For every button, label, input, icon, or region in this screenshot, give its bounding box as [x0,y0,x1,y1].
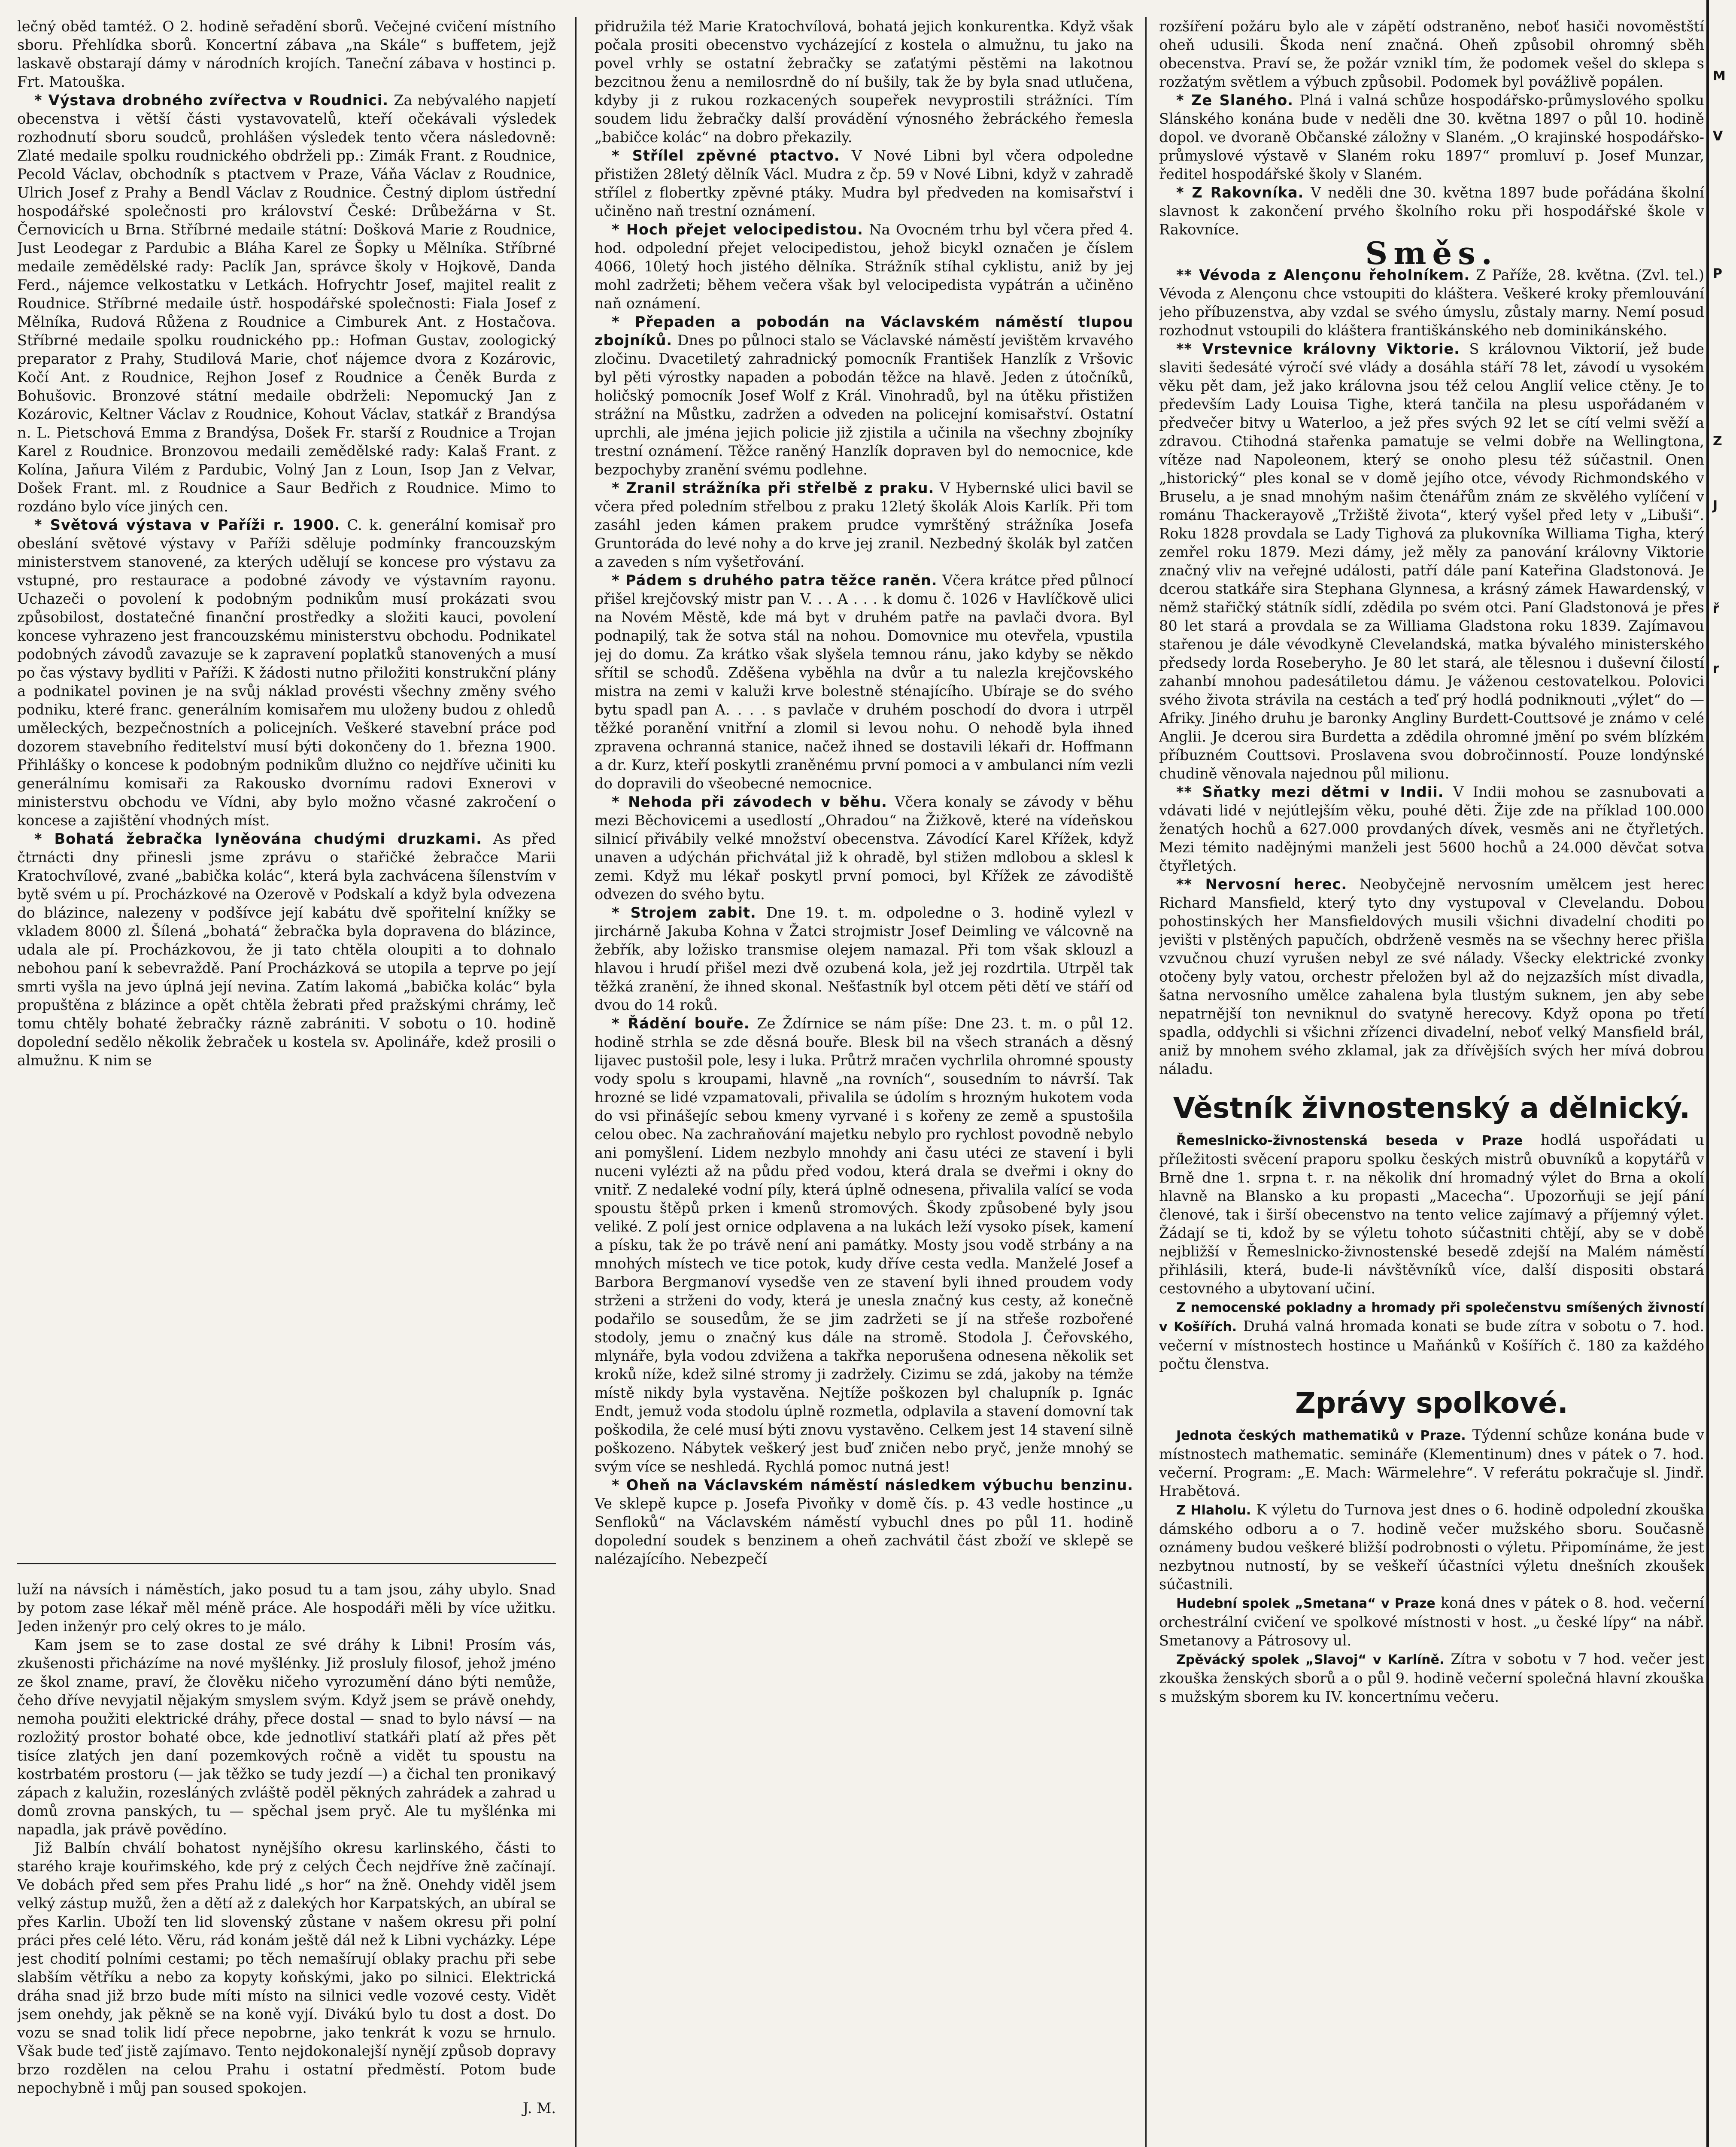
column-divider-1 [575,17,577,2147]
margin-letter: ř [1713,601,1719,616]
article-text: lečný oběd tamtéž. O 2. hodině seřadění sborů. Večejné cvičení místního sboru. Přehlídka sborů. Koncertní zábava „na Skále“ s buffetem, jejž laskavě obstarají dámy v národních krojích. Taneční zábava v hostinci p. Frt. Matouška. [17,18,556,90]
article-heading: * Výstava drobného zvířectva v Roudnici. [34,92,389,109]
article-text: Neobyčejně nervosním umělcem jest herec Richard Mansfield, který tyto dny vystupoval v Clevelandu. Dobou pohostinských her Mansfieldových musili všichni divadelní choditi po jevišti v plstěných papučích, obdrženě vesměs na se všechny herec přišla vzvučnou chuzí vyrušen nebyl ze své nálady. Všecky elektrické zvonky otočeny byly vatou, orchestr přeložen byl až do nejzazších míst divadla, šatna nervosního umělce zahalena byla tlustým suknem, jen aby sebe nepatrnější ton nevniknul do svatyně herecovy. Když opona po třetí spadla, oddychli si všichni zřízenci divadelní, neboť velký Mansfield brál, aniž by mnohem svého zklamal, jak za dřívějších svých her mívá dobrou náladu. [1159,876,1704,1077]
article-heading: ** Vrstevnice královny Viktorie. [1176,341,1460,357]
article-text: Týdenní schůze konána bude v místnostech mathematic. semináře (Klementinum) dnes v pátek o 7. hod. večerní. Program: „E. Mach: Wärmelehre“. V referátu pokračuje sl. Jindř. Hrabětová. [1159,1426,1704,1499]
article-text: Již Balbín chválí bohatost nynějšího okresu karlinského, části to starého kraje kouřimského, kde prý z celých Čech nejdříve žně začínají. Ve dobách před sem přes Prahu lidé „s hor“ na žně. Onehdy viděl jsem velký zástup mužů, žen a dětí až z dalekých hor Karpatských, an ubíral se přes Karlin. Uboží ten lid slovenský zůstane v našem okresu při polní práci přes celé léto. Věru, rád konám ještě dál než k Libni vycházky. Lépe jest chodití polními cestami; po těch nemašírují oblaky prachu při sebe slabším větříku a nebo za kopyty koňskými, jako po silnici. Elektrická dráha snad již brzo bude míti místo na silnici vedle vozové cesty. Vidět jsem onehdy, jak pěkně se na koně vyjí. Divákú bylo tu dost a dost. Do vozu se snad tolik lidí přece nepobrne, jako tenkrát k vozu se hrnulo. Však bude teď jistě zajímavo. Tento nejdokonalejší nynějí způsob dopravy brzo rozdělen na celou Prahu i ostatní předměstí. Potom bude nepochybně i můj pan soused spokojen. [17,1840,556,2096]
article-paragraph [17,91,556,516]
margin-letter: P [1713,266,1722,281]
article-paragraph [17,1580,556,1636]
article-text: Včera krátce před půlnocí přišel krejčovský mistr pan V. . . A . . . k domu č. 1026 v Havlíčkově ulici na Novém Městě, kde má byt v druhém patře na pavlači dvora. Byl podnapilý, tak že sotva stál na nohou. Domovnice mu otevřela, vpustila jej do domu. Za krátko však slyšela temnou ránu, jako kdyby se někdo sřítil se schodů. Zděšena vyběhla na dvůr a tu nalezla krejčovského mistra na zemi v kaluži krve bolestně sténajícího. Ubíraje se do svého bytu spadl pan A. . . . s pavlače v druhém poschodí do dvora i utrpěl těžké poranění vnitřní a zlomil si levou nohu. O nehodě byla ihned zpravena ochranná stanice, načež ihned se dostavili lékaři dr. Hoffmann a dr. Kurz, kteří poskytli zraněnému první pomoci a v ambulanci ním vezli do dopravili do všeobecné nemocnice. [595,572,1133,792]
article-paragraph [17,1839,556,2097]
article-text: luží na návsích i náměstích, jako posud tu a tam jsou, záhy ubylo. Snad by potom zase lékař měl méně práce. Ale hospodáři měli by více užitku. Jeden inženýr pro celý okres to je málo. [17,1581,556,1635]
article-paragraph [1159,340,1704,783]
article-heading: * Z Rakovníka. [1176,184,1304,201]
article-heading: * Ze Slaného. [1176,92,1293,109]
article-paragraph [1159,17,1704,91]
article-heading: * Hoch přejet velocipedistou. [612,221,863,238]
article-paragraph [595,313,1133,479]
article-paragraph [17,516,556,830]
article-paragraph [595,479,1133,571]
article-paragraph [1159,783,1704,875]
article-paragraph [595,1476,1133,1568]
article-heading: * Zranil strážníka při střelbě z praku. [612,480,935,496]
article-text: Dne 19. t. m. odpoledne o 3. hodině vylezl v jirchárně Jakuba Kohna v Žatci strojmistr Josef Deimling ve válcovně na žebřík, aby ložisko transmise olejem namazal. Při tom však sklouzl a hlavou i hrudí přišel mezi dvě ozubená kola, jež jej rozdrtila. Utrpěl tak těžká zranění, že ihned skonal. Nešťastník byl otcem pěti dětí ve stáří od dvou do 14 roků. [595,904,1133,1013]
article-heading: ** Vévoda z Alençonu řeholníkem. [1176,267,1470,283]
article-paragraph [1159,266,1704,340]
article-heading: * Pádem s druhého patra těžce raněn. [612,572,938,589]
notice-heading: Z Hlaholu. [1176,1503,1251,1518]
article-paragraph [595,146,1133,220]
article-paragraph [595,220,1133,313]
article-text: Ze Ždírnice se nám píše: Dne 23. t. m. o půl 12. hodině strhla se zde děsná bouře. Blesk bil na všech stranách a děsný lijavec pustošil pole, lesy i luka. Průtrž mračen vychrlila ohromné spousty vody spolu s kroupami, hlavně „na rovních“, sousedním to návrší. Tak hrozné se lidé vzpamatovali, přivalila se údolím s hrozným hukotem voda do vsi přinášejíc sebou kmeny vyrvané i s kořeny ze země a spustošila celou obec. Na zachraňování majetku nebylo pro rychlost povodně nebylo ani pomyšlení. Lidem nezbylo mnohdy ani času utéci ze stavení i byli nuceni vylézti až na půdu před vodou, která drala se dveřmi i okny do vnitř. Z nedaleké vodní píly, která úplně odnesena, přivalila valící se voda spoustu štěpů prken i kmenů stromových. Škody způsobené byly jsou veliké. Z polí jest ornice odplavena a na lukách leží vysoko písek, kamení a písku, tak že po trávě není ani památky. Mosty jsou vodě strbány a na mnohých místech ve tice potok, kudy dříve cesta vedla. Manželé Josef a Barbora Bergmanoví vysedše ven ze stavení byli ihned proudem vody strženi a strženi do vody, která je unesla značný kus cesty, až konečně podařilo se sousedům, že se jim zadržeti se jí na střeše rozbořené stodoly, jemu o značný kus dále na stromě. Stodola J. Čeřovského, mlynáře, byla vodou zdvižena a takřka neporušena odnesena několik set kroků níže, kdež silné stromy ji zadržely. Cizimu se zdá, jakoby na témže místě nikdy byla vystavěna. Nejtíže poškozen byl chalupník p. Ignác Endt, jemuž voda stodolu úplně rozmetla, odplavila a stavení domovní tak poškodila, že celé musí býti znovu vystavěno. Celkem jest 14 stavení silně poškozeno. Nábytek veškerý jest buď zničen nebo pryč, jenže mnohý se svým více se neshledá. Rychlá pomoc nutná jest! [595,1015,1133,1475]
article-text: V neděli dne 30. května 1897 bude pořádána školní slavnost k zakončení prvého školního roku při hospodářské škole v Rakovníce. [1159,184,1704,238]
article-heading: * Strojem zabit. [612,904,756,921]
article-heading: ** Sňatky mezi dětmi v Indii. [1176,784,1444,800]
article-text: Plná i valná schůze hospodářsko-průmyslového spolku Slánského konána bude v neděli dne 30. května 1897 o půl 10. hodině dopol. ve dvoraně Občanské záložny v Slaném. „O krajinské hospodářsko-průmyslové výstavě v Slaném roku 1897“ promluví p. Josef Munzar, ředitel hospodářské školy v Slaném. [1159,92,1704,182]
article-paragraph [595,17,1133,146]
page-edge [1706,0,1709,2147]
margin-letter: J [1713,498,1718,513]
article-text: K výletu do Turnova jest dnes o 6. hodině odpolední zkouška dámského odboru a o 7. hodině večer mužského sboru. Současně oznámeny budou veškeré bližší podrobnosti o výletu. Připomínáme, že jest nezbytnou nutností, by se veškeří účastníci výletu dnešních zkoušek súčastnili. [1159,1501,1704,1593]
notice-heading: Z nemocenské pokladny a hromady při společenstvu smíšených živností v Košířích. [1159,1300,1704,1335]
column-1-feuilleton [17,1580,556,2147]
column-1-separator [17,1563,556,1564]
article-text: Na Ovocném trhu byl včera před 4. hod. odpolední přejet velocipedistou, jehož bicykl označen je číslem 4066, 10letý hoch jistého dělníka. Strážník stíhal cyklistu, aniž by jej mohl zadržeti; během večera však byl velocipedista vypátrán a učiněno naň oznámení. [595,221,1133,312]
article-paragraph [1159,1426,1704,1500]
article-heading: * Střílel zpěvné ptactvo. [612,147,840,164]
article-text: S královnou Viktorií, jež bude slaviti šedesáté výročí své vlády a dosáhla stáří 78 let, závodí u vysokém věku pět dam, jež jako královna jsou též celou Anglií velice ctěny. Je to především Lady Louisa Tighe, která tančila na plesu uspořádaném v předvečer bitvy u Waterloo, a jež přes svých 92 let se cítí velmi svěží a zdravou. Ctihodná stařenka pamatuje se velmi dobře na Wellingtona, vítěze nad Napoleonem, který se onoho plesu též súčastnil. Onen „historický“ ples konal se v domě jejího otce, vévody Richmondského v Bruselu, a je snad mnohým našim čtenářům znám ze skvělého vylíčení v románu Thackerayově „Tržiště života“, který vyšel před lety v „Libuši“. Roku 1828 provdala se Lady Tighová za plukovníka Williama Tigha, který zemřel roku 1879. Mezi dámy, jež měly za panování královny Viktorie značný vliv na veřejné události, patří dále paní Kateřina Gladstonová. Je dcerou statkáře sira Stephana Glynnesa, a krásný zámek Hawardenský, v němž stařičký státník sídlí, zdědila po svém otci. Paní Gladstonová je přes 80 let stará a provdala se za Williama Gladstona roku 1839. Zajímavou stařenou je dále vévodkyně Clevelandská, matka bývalého ministerského předsedy lorda Roseberyho. Je 80 let stará, ale tělesnou i duševní čilostí zahanbí mnohou padesátiletou dámu. Je váženou cestovatelkou. Polovici svého života strávila na cestách a teď prý hodlá podniknouti „výlet“ do — Afriky. Jiného druhu je baronky Angliny Burdett-Couttsové je známo v celé Anglii. Je dcerou sira Burdetta a zdědila ohromné jmění po svém blízkém příbuzném Couttsovi. Proslavena svou dobročinností. Pouze londýnské chudině věnovala najednou půl milionu. [1159,341,1704,782]
article-text: V Indii mohou se zasnubovati a vdávati lidé v nejútlejším věku, pouhé děti. Žije zde na příklad 100.000 ženatých hochů a 627.000 provdaných dívek, vesměs ani ne čtyřletých. Mezi témito nadějnými manželi jest 5600 hochů a 24.000 děvčat sotva čtyřletých. [1159,784,1704,874]
article-text: rozšíření požáru bylo ale v zápětí odstraněno, neboť hasiči novoměstští oheň udusili. Škoda není značná. Oheň způsobil ohromný sběh obecenstva. Praví se, že požár vznikl tím, že podomek vešel do sklepa s rozžatým světlem a výbuch způsobil. Podomek byl povážlivě popálen. [1159,18,1704,90]
article-text: koná dnes v pátek o 8. hod. večerní orchestrální cvičení ve spolkové místnosti v host. „u české lípy“ na nábř. Smetanovy a Pátrosovy ul. [1159,1594,1704,1649]
section-heading: Věstník živnostenský a dělnický. [1173,1092,1690,1125]
article-heading: ** Nervosní herec. [1176,876,1348,893]
notice-heading: Zpěvácký spolek „Slavoj“ v Karlíně. [1176,1652,1445,1667]
article-text: Zítra v sobotu v 7 hod. večer jest zkouška ženských sborů a o půl 9. hodině večerní společná hlavní zkouška s mužským sborem ku IV. koncertnímu večeru. [1159,1651,1704,1705]
notice-heading: Řemeslnicko-živnostenská beseda v Praze [1176,1133,1523,1148]
author-signature: J. M. [522,2100,556,2117]
article-paragraph [595,1014,1133,1476]
column-2 [595,17,1133,2147]
article-text: přidružila též Marie Kratochvílová, bohatá jejich konkurentka. Když však počala prositi obecenstvo vycházející z kostela o almužnu, tu jako na povel vrhly se ostatní žebračky se zaťatými pěstěmi na lakotnou bezcitnou ženu a nemilosrdně do ní bušily, tak že by byla snad utlučena, kdyby ji z rukou rozkacených soupeřek nevyprostili strážníci. Tím soudem lidu žebračky další provádění výnosného žebráckého řemesla „babičce kolác“ na dobro překazily. [595,18,1133,146]
article-paragraph [17,830,556,1070]
article-heading: * Přepaden a pobodán na Václavském náměstí tlupou zbojníků. [595,313,1133,349]
article-text: Druhá valná hromada konati se bude zítra v sobotu o 7. hod. večerní v místnostech hostince u Maňánků v Košířích č. 180 za každého počtu členstva. [1159,1318,1704,1372]
section-heading: Zprávy spolkové. [1295,1387,1569,1420]
article-text: Dnes po půlnoci stalo se Václavské náměstí jevištěm krvavého zločinu. Dvacetiletý zahradnický pomocník František Hanzlík z Vršovic byl pěti výrostky napaden a pobodán těžce na hlavě. Jeden z útočníků, holičský pomocník Josef Wolf z Král. Vinohradů, byl na útěku přistižen strážní na Můstku, zadržen a odveden na policejní komisařství. Ostatní uprchli, ale jména jejich policie již zjistila a učinila na všechny zbojníky trestní oznámení. Těžce raněný Hanzlík dopraven byl do nemocnice, kde bezpochyby zranění svému podlehne. [595,332,1133,478]
column-3 [1159,17,1704,2147]
notice-heading: Hudební spolek „Smetana“ v Praze [1176,1596,1436,1611]
newspaper-page [17,17,1719,2147]
article-paragraph [595,903,1133,1014]
article-paragraph [1159,1131,1704,1298]
article-paragraph [1159,1500,1704,1594]
article-text: V Hybernské ulici bavil se včera před poledním střelbou z praku 12letý školák Alois Karlík. Při tom zasáhl jeden kámen prakem prudce vymrštěný strážníka Josefa Gruntoráda do levé nohy a do krve jej zranil. Nezbedný školák byl zatčen a zaveden s ním vyšetřování. [595,480,1133,570]
article-paragraph [1159,1298,1704,1373]
article-paragraph [1159,1650,1704,1706]
article-heading: * Nehoda při závodech v běhu. [612,794,887,810]
article-paragraph [1159,1594,1704,1650]
article-text: V Nové Libni byl včera odpoledne přistižen 28letý dělník Václ. Mudra z čp. 59 v Nové Libni, když v zahradě střílel z flobertky zpěvné ptáky. Mudra byl předveden na komisařství i učiněno naň trestní oznámení. [595,147,1133,219]
article-text: hodlá uspořádati u příležitosti svěcení praporu spolku českých mistrů obuvníků a kopytářů v Brně dne 1. srpna t. r. na několik dní hromadný výlet do Brna a okolí hlavně na Blansko a ku propasti „Macecha“. Upozorňuji se její pání členové, tak i širší obecenstvo na tento velice zajímavý a příjemný výlet. Žádají se ti, kdož by se výletu tohoto súčastniti chtějí, aby se v době nejbližší v Řemeslnicko-živnostenské besedě zdejší na Malém náměstí přihlásili, která, bude-li návštěvníků více, další dispositi obstará cestovného a ubytovaní učiní. [1159,1131,1704,1297]
margin-letter: M [1713,69,1726,84]
article-heading: * Řádění bouře. [612,1015,750,1032]
article-paragraph [595,793,1133,903]
margin-letter: Z [1713,434,1722,449]
article-heading: * Světová výstava v Paříži r. 1900. [34,517,340,533]
article-paragraph [1159,91,1704,183]
section-heading-smes: Směs. [1365,235,1498,271]
article-text: C. k. generální komisař pro obeslání světové výstavy v Paříži sděluje podmínky francouzským ministerstvem stanovené, za kterých udělují se koncese pro výstavu za vstupné, pro restaurace a podobné závody ve výstavním rayonu. Uchazeči o povolení k podobným podnikům musí prokázati svou způsobilost, dostatečné finanční prostředky a složiti kauci, povolení koncese vyhrazeno jest francouzskému ministerstvu obchodu. Podnikatel podobných závodů zavazuje se k zapravení poplatků stanovených a musí po čas výstavy bydliti v Paříži. K žádosti nutno přiložiti konstrukční plány a podnikatel povinen je na svůj náklad provésti všechny změny svého podniku, které franc. generálním komisařem mu uloženy budou z ohledů uměleckých, bezpečnostních a policejních. Veškeré stavební práce pod dozorem stavebního ředitelství musí býti dokončeny do 1. března 1900. Přihlášky o koncese k podobným podnikům dlužno co nejdříve učiniti ku generálnímu komisaři za Rakousko dvornímu radovi Exnerovi v ministerstvu obchodu ve Vídni, aby bylo možno včasné zakročení o koncese a zajištění vhodných míst. [17,517,556,829]
margin-letter: r [1713,661,1719,676]
column-1 [17,17,556,1554]
notice-heading: Jednota českých mathematiků v Praze. [1176,1428,1466,1443]
article-text: Z Paříže, 28. května. (Zvl. tel.) Vévoda z Alençonu chce vstoupiti do kláštera. Veškeré kroky přemlouvání jeho příbuzenstva, aby vzdal se svého úmyslu, zůstaly marny. Nemí posud rozhodnut vstoupili do kláštera františkánského neb dominikánského. [1159,267,1704,339]
article-paragraph [1159,183,1704,239]
article-text: Za nebývalého napjetí obecenstva i větší části vystavovatelů, kteří očekávali výsledek rozhodnutí sboru soudců, prohlášen výsledek tento včera následovně: Zlaté medaile spolku roudnického obdrželi pp.: Zimák Frant. z Roudnice, Pecold Václav, obchodník s ptactvem v Praze, Váňa Václav z Roudnice, Ulrich Josef z Prahy a Bendl Václav z Roudnice. Čestný diplom ústřední hospodářské společnosti pro království České: Drůbežárna v St. Černovicích u Brna. Stříbrné medaile státní: Došková Marie z Roudnice, Just Leodegar z Pardubic a Bláha Karel ze Šopky u Mělníka. Stříbrné medaile zemědělské rady: Paclík Jan, správce školy v Hojkově, Danda Ferd., nájemce velkostatku v Letkách. Hofrychtr Josef, majitel realit z Roudnice. Stříbrné medaile ústř. hospodářské společnosti: Fiala Josef z Mělníka, Rudová Růžena z Roudnice a Cimburek Ant. z Hostačova. Stříbrné medaile spolku roudnického pp.: Hofman Gustav, zoologický preparator z Prahy, Studilová Marie, choť nájemce dvora z Kozárovic, Kočí Ant. z Roudnice, Rejhon Josef z Roudnice a Čeněk Burda z Bohušovic. Bronzové státní medaile obdrželi: Nepomucký Jan z Kozárovic, Keltner Václav z Roudnice, Kohout Václav, statkář z Brandýsa n. L. Pietschová Emma z Brandýsa, Došek Fr. starší z Roudnice a Trojan Karel z Roudnice. Bronzovou medaili zemědělské rady: Kalaš Frant. z Kolína, Jaňura Vilém z Pardubic, Volný Jan z Loun, Isop Jan z Velvar, Došek Frant. ml. z Roudnice a Saur Bedřich z Roudnice. Mimo to rozdáno bylo více jiných cen. [17,92,556,515]
article-text: Ve sklepě kupce p. Josefa Pivoňky v domě čís. p. 43 vedle hostince „u Senfloků“ na Václavském náměstí vybuchl dnes po půl 11. hodině dopolední soudek s benzinem a oheň zachvátil část zboží ve sklepě se nalézajícího. Nebezpečí [595,1495,1133,1567]
article-heading: * Oheň na Václavském náměstí následkem výbuchu benzinu. [612,1477,1133,1493]
column-divider-2 [1145,17,1147,2147]
article-text: Kam jsem se to zase dostal ze své dráhy k Libni! Prosím vás, zkušenosti přicházíme na nové myšlénky. Již prosluly filosof, jehož jméno ze škol zname, praví, že člověku ničeho vyrozumění dáno býti nemůže, čeho dříve nevyjatil nějakým smyslem svým. Když jsem se právě onehdy, nemoha použiti elektrické dráhy, přece dostal — snad to bylo návsí — na rozložitý prostor bohaté obce, kde jednotliví statkáři platí až přes pět tisíce zlatých jen daní pozemkových ročně a vidět tu spoustu na kostrbatém prostoru (— jak těžko se tudy jezdí —) a čichal ten pronikavý zápach z kalužin, rozesláných zvláště poděl pěkných zahrádek a zahrad u domů zrovna panských, tu — spěchal jsem pryč. Ale tu myšlénka mi napadla, jak právě povědíno. [17,1636,556,1838]
margin-letter: V [1713,129,1723,144]
article-paragraph [595,571,1133,793]
article-paragraph [17,17,556,91]
article-text: Včera konaly se závody v běhu mezi Běchovicemi a usedlostí „Ohradou“ na Žižkově, které na vídeňskou silnicí přivábily velké množství obecenstva. Závodící Karel Křížek, když unaven a udýchán přichvátal již k ohradě, byl stižen mdlobou a sklesl k zemi. Když mu lékař poskytl první pomoci, byl Křížek ze závodiště odvezen do svého bytu. [595,794,1133,903]
article-paragraph [17,1636,556,1839]
article-text: As před čtrnácti dny přinesli jsme zprávu o stařičké žebračce Marii Kratochvílové, zvané „babička kolác“, která byla zachvácena šílenstvím v bytě svém u pí. Procházkové na Ozerově v Podskalí a když byla odvezena do blázince, nalezeny v podšívce její kabátu dvě spořitelní knížky se vkladem 8000 zl. Šílená „bohatá“ žebračka byla dopravena do blázince, udala ale pí. Procházkovou, že ji tato chtěla oloupiti a to dohnalo nebohou paní k sebevraždě. Paní Procházková se utopila a teprve po její smrti vyšla na jevo úplná její nevina. Zatím lakomá „babička kolác“ byla propuštěna z blázince a opět chtěla žebrati před pražskými chrámy, leč tomu chtěly bohaté žebračky rázně zabrániti. V sobotu o 10. hodině dopolední sedělo několik žebraček u kostela sv. Apolináře, kdež prosili o almužnu. K nim se [17,830,556,1069]
article-heading: * Bohatá žebračka lyněována chudými druzkami. [34,830,482,847]
article-paragraph [1159,875,1704,1078]
